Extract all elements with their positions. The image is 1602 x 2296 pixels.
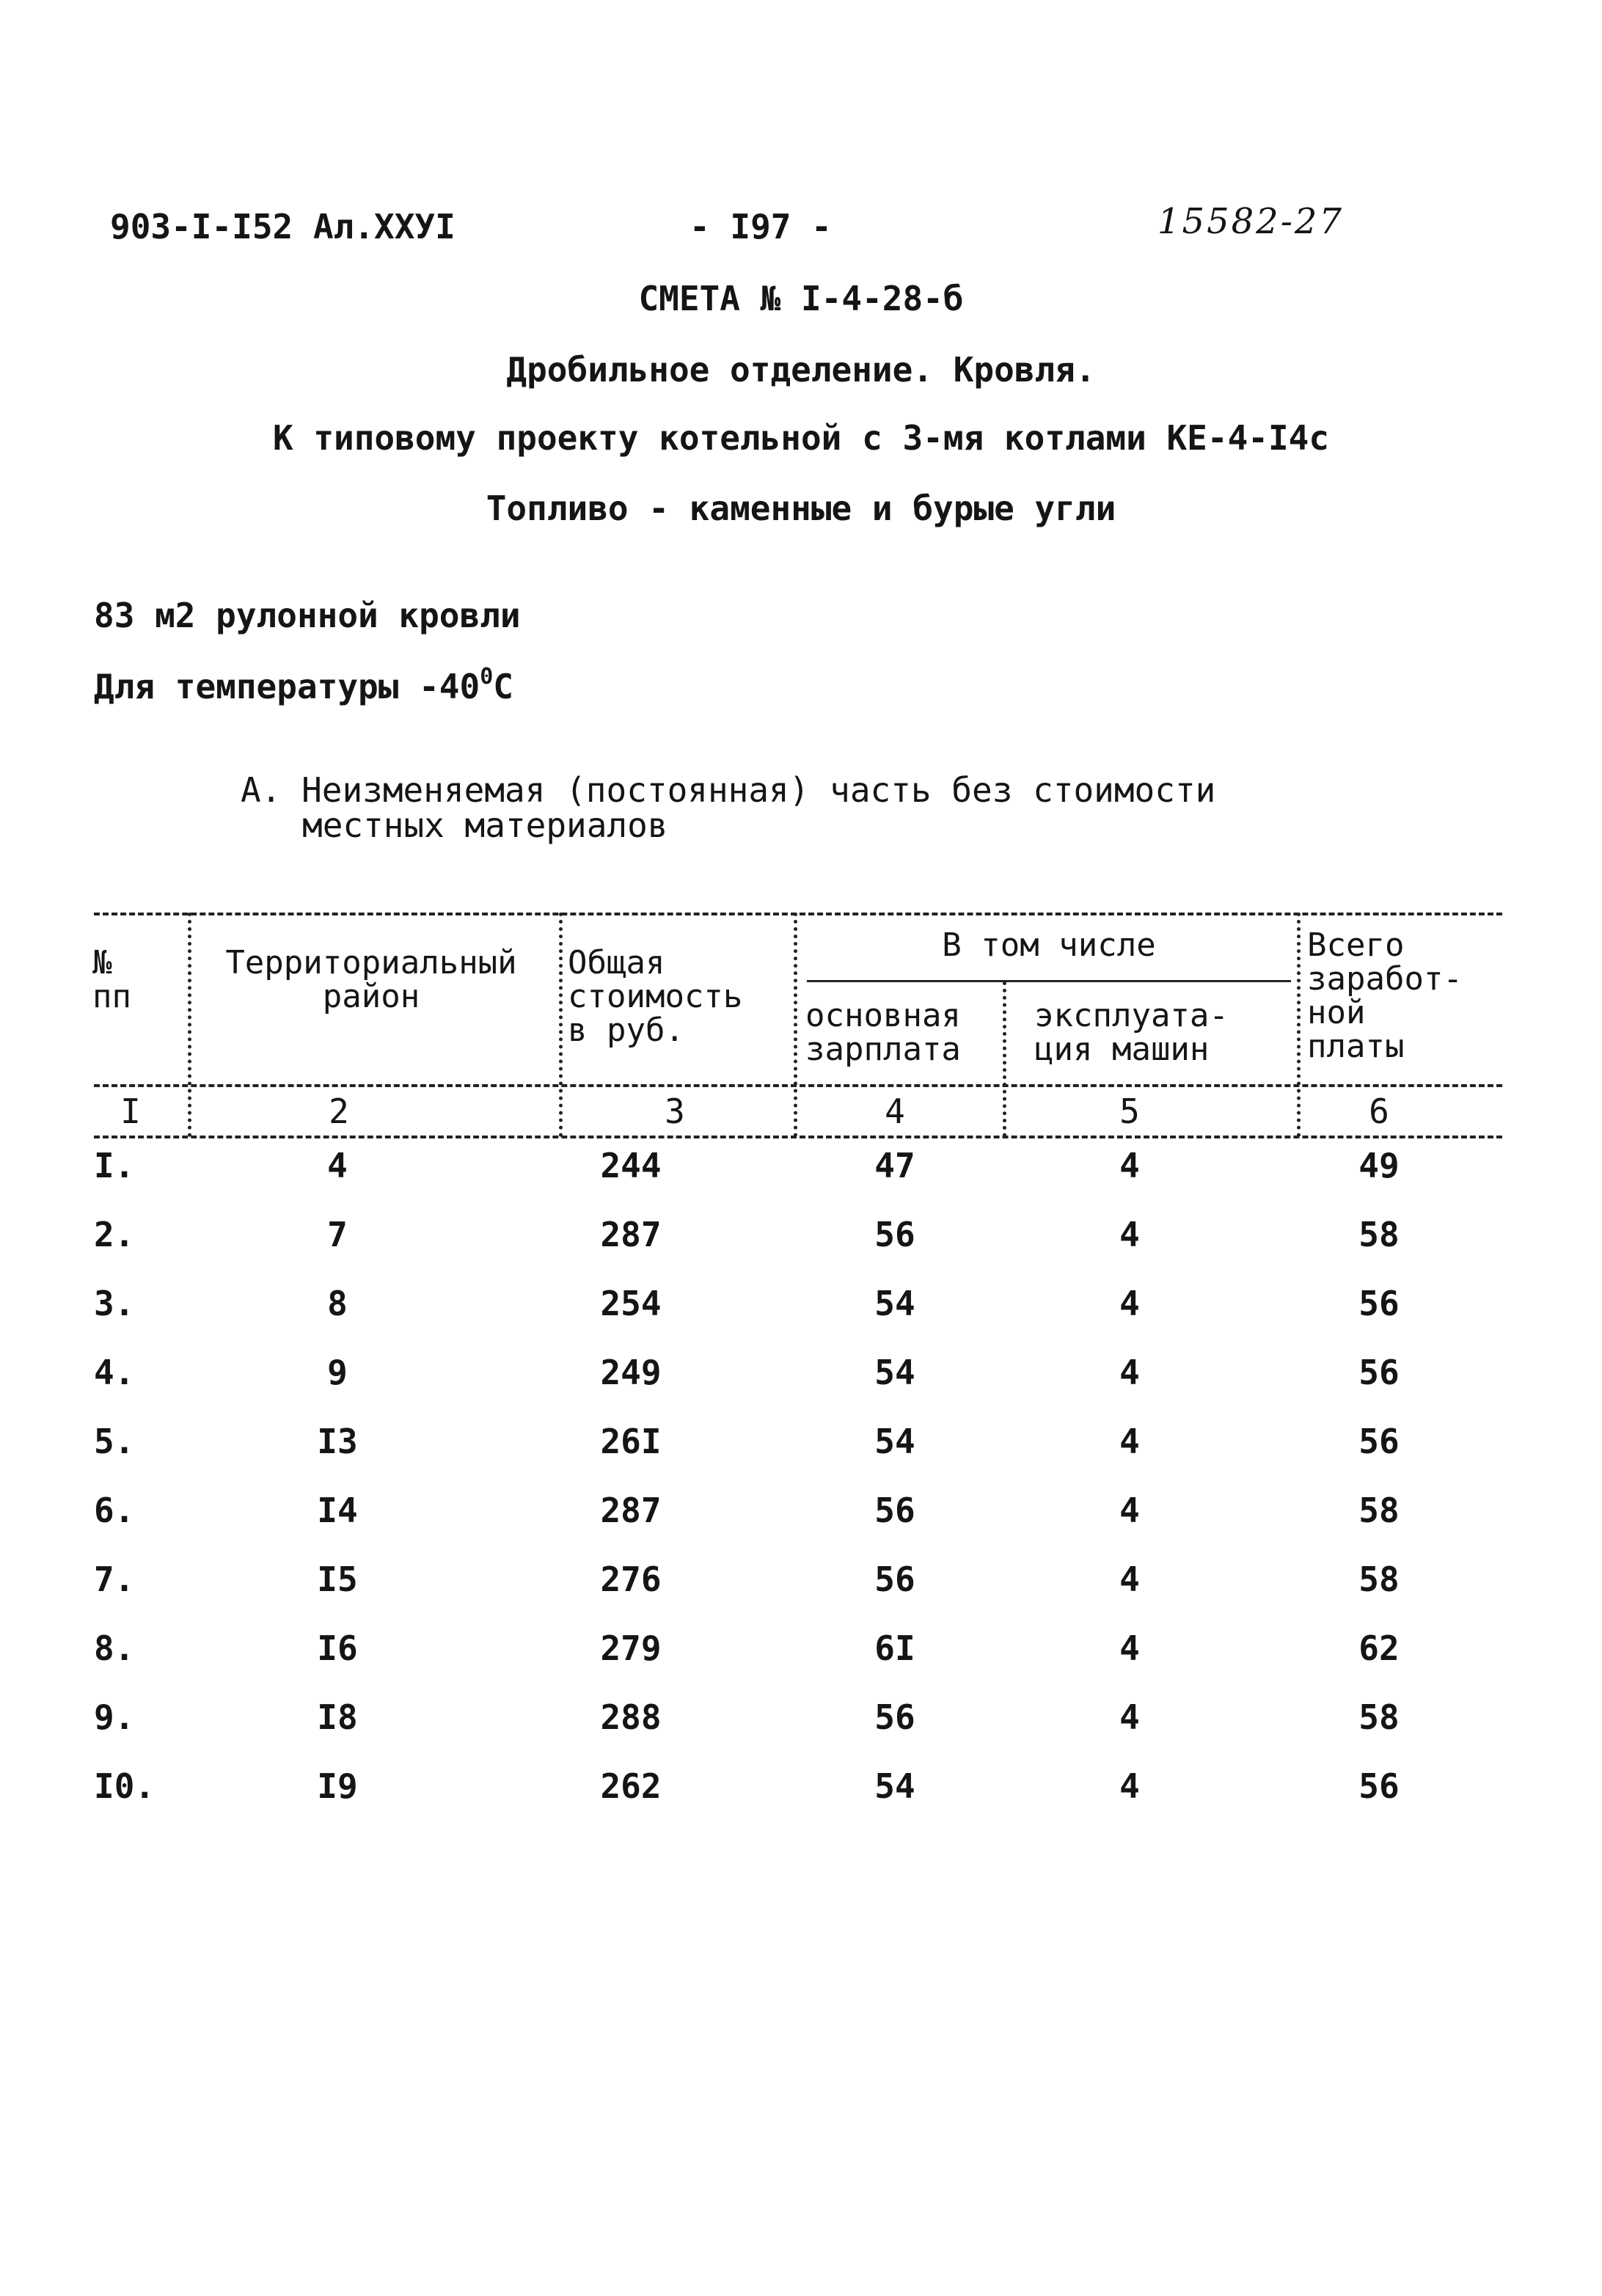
row-number: 3. [94,1284,135,1323]
base-salary-cell: 56 [874,1560,915,1599]
region-cell: I5 [317,1560,358,1599]
total-wages-cell: 49 [1358,1146,1400,1185]
base-salary-cell: 54 [874,1422,915,1461]
base-salary-cell: 54 [874,1353,915,1392]
total-wages-cell: 56 [1358,1422,1400,1461]
header-base-salary: основная зарплата [805,997,961,1068]
row-number: 7. [94,1560,135,1599]
header-group: В том числе [942,926,1156,964]
region-cell: 4 [327,1146,348,1185]
base-salary-cell: 56 [874,1697,915,1737]
temperature-note: Для температуры $-40^0С$ [94,664,513,706]
table-row [0,1491,1602,1560]
machine-operation-cell: 4 [1119,1628,1140,1668]
row-number: I0. [94,1766,156,1806]
total-wages-cell: 56 [1358,1284,1400,1323]
title-line-2: К типовому проекту котельной с 3-мя котлами КЕ-4-I4с [272,418,1330,458]
total-wages-cell: 56 [1358,1766,1400,1806]
header-total-wages: Всего заработ- ной платы [1307,926,1463,1065]
machine-operation-cell: 4 [1119,1766,1140,1806]
table-row [0,1560,1602,1628]
table-row [0,1284,1602,1353]
total-cost-cell: 287 [600,1215,662,1254]
total-cost-cell: 244 [600,1146,662,1185]
table-row [0,1697,1602,1766]
column-number: 2 [329,1092,349,1131]
row-number: 4. [94,1353,135,1392]
machine-operation-cell: 4 [1119,1697,1140,1737]
header-total-cost: Общая стоимость в руб. [568,944,743,1049]
region-cell: I9 [317,1766,358,1806]
row-number: 5. [94,1422,135,1461]
base-salary-cell: 47 [874,1146,915,1185]
column-divider [188,913,191,1137]
table-row [0,1422,1602,1491]
total-cost-cell: 249 [600,1353,662,1392]
base-salary-cell: 54 [874,1284,915,1323]
machine-operation-cell: 4 [1119,1560,1140,1599]
machine-operation-cell: 4 [1119,1215,1140,1254]
section-heading: А. Неизменяемая (постоянная) часть без стоимости местных материалов [241,770,1216,845]
total-cost-cell: 279 [600,1628,662,1668]
column-divider [1003,981,1006,1137]
base-salary-cell: 56 [874,1215,915,1254]
page-number: - I97 - [690,207,832,246]
total-wages-cell: 58 [1358,1560,1400,1599]
column-divider [559,913,563,1137]
column-number: 5 [1119,1092,1140,1131]
machine-operation-cell: 4 [1119,1353,1140,1392]
column-number: 4 [885,1092,905,1131]
column-number: 3 [665,1092,685,1131]
title-line-3: Топливо - каменные и бурые угли [486,489,1116,528]
total-wages-cell: 56 [1358,1353,1400,1392]
total-cost-cell: 262 [600,1766,662,1806]
table-row [0,1353,1602,1422]
total-cost-cell: 254 [600,1284,662,1323]
column-number: 6 [1369,1092,1389,1131]
row-number: 6. [94,1491,135,1530]
total-cost-cell: 26I [600,1422,662,1461]
row-number: I. [94,1146,135,1185]
region-cell: I4 [317,1491,358,1530]
estimate-title: СМЕТА № I-4-28-б [638,279,964,318]
total-wages-cell: 58 [1358,1215,1400,1254]
base-salary-cell: 54 [874,1766,915,1806]
title-line-1: Дробильное отделение. Кровля. [506,350,1096,390]
column-number: I [120,1092,141,1131]
total-wages-cell: 62 [1358,1628,1400,1668]
table-row [0,1215,1602,1284]
header-bottom-rule [94,1084,1502,1087]
table-row [0,1146,1602,1215]
table-row [0,1628,1602,1697]
group-underline [807,980,1291,982]
base-salary-cell: 6I [874,1628,915,1668]
total-wages-cell: 58 [1358,1491,1400,1530]
base-salary-cell: 56 [874,1491,915,1530]
total-wages-cell: 58 [1358,1697,1400,1737]
region-cell: I8 [317,1697,358,1737]
region-cell: I3 [317,1422,358,1461]
region-cell: I6 [317,1628,358,1668]
region-cell: 8 [327,1284,348,1323]
machine-operation-cell: 4 [1119,1284,1140,1323]
total-cost-cell: 287 [600,1491,662,1530]
row-number: 9. [94,1697,135,1737]
table-top-rule [94,913,1502,915]
column-divider [794,913,797,1137]
row-number: 2. [94,1215,135,1254]
region-cell: 7 [327,1215,348,1254]
region-cell: 9 [327,1353,348,1392]
handwritten-number: 15582-27 [1157,201,1344,242]
document-code: 903-I-I52 Ал.ХХУI [110,207,456,246]
roof-area-note: 83 м2 рулонной кровли [94,596,521,635]
row-number: 8. [94,1628,135,1668]
header-region: Территориальный район [225,944,517,1015]
machine-operation-cell: 4 [1119,1491,1140,1530]
column-numbers-rule [94,1136,1502,1138]
machine-operation-cell: 4 [1119,1422,1140,1461]
total-cost-cell: 276 [600,1560,662,1599]
column-divider [1297,913,1301,1137]
total-cost-cell: 288 [600,1697,662,1737]
machine-operation-cell: 4 [1119,1146,1140,1185]
header-machine-operation: эксплуата- ция машин [1034,997,1229,1068]
header-number: № пп [92,944,131,1015]
table-row [0,1766,1602,1835]
